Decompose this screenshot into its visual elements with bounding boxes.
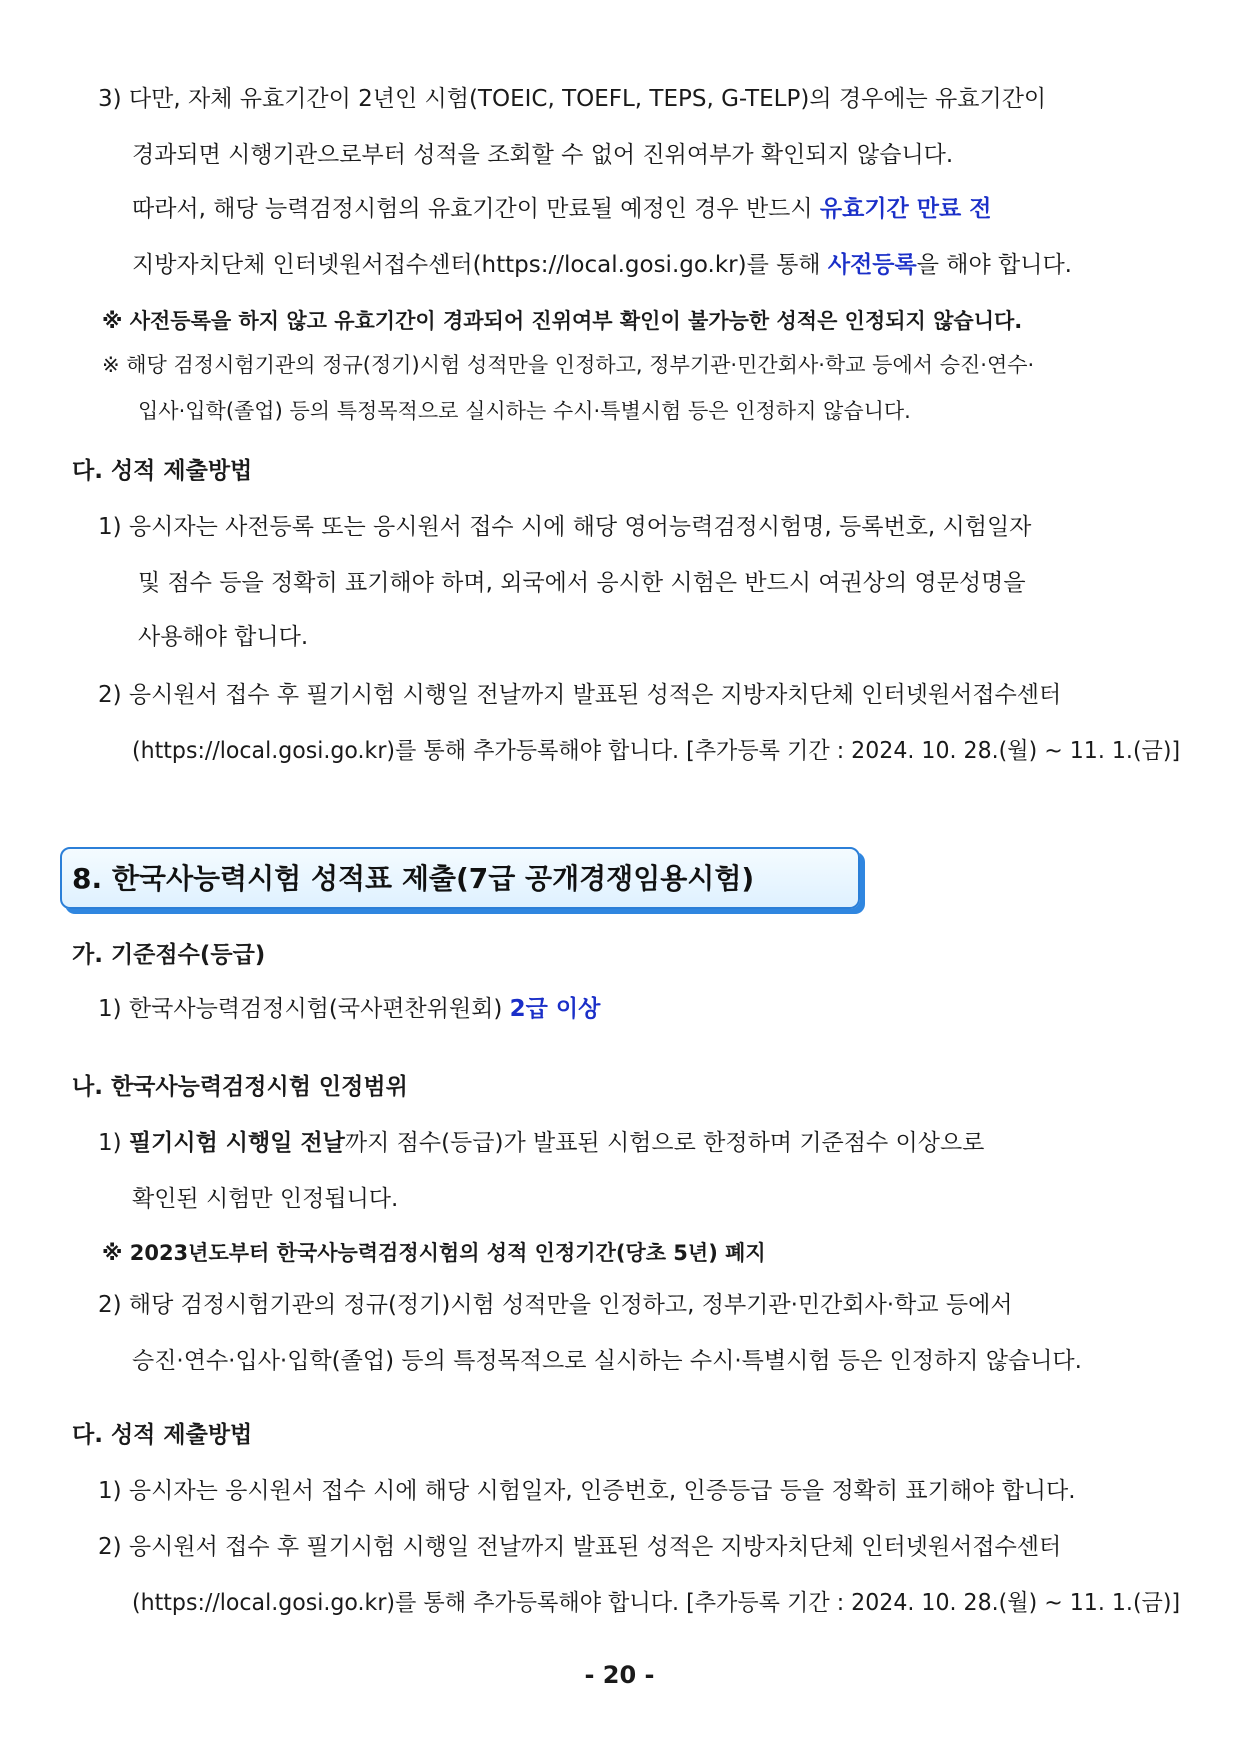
page-number: - 20 -	[584, 1661, 655, 1689]
note-regular-tests-line2: 입사·입학(졸업) 등의 특정목적으로 실시하는 수시·특별시험 등은 인정하지 않습니다.	[138, 399, 911, 423]
submit-a-item2-line1: 2) 응시원서 접수 후 필기시험 시행일 전날까지 발표된 성적은 지방자치단체 인터넷원서접수센터	[98, 682, 1062, 708]
exam-eve-emphasis: 필기시험 시행일 전날	[128, 1130, 345, 1156]
section-8-header	[60, 847, 860, 909]
section-8-title: 8. 한국사능력시험 성적표 제출(7급 공개경쟁임용시험)	[72, 862, 755, 895]
submit-a-item1-line1: 1) 응시자는 사전등록 또는 응시원서 접수 시에 해당 영어능력검정시험명, 등록번호, 시험일자	[98, 514, 1032, 540]
scope-item2-line2: 승진·연수·입사·입학(졸업) 등의 특정목적으로 실시하는 수시·특별시험 등은 인정하지 않습니다.	[132, 1348, 1082, 1374]
scope-item1-line2: 확인된 시험만 인정됩니다.	[132, 1186, 399, 1212]
note-validity-abolished: ※ 2023년도부터 한국사능력검정시험의 성적 인정기간(당초 5년) 폐지	[102, 1241, 766, 1265]
item3-line4-text: 지방자치단체 인터넷원서접수센터(https://local.gosi.go.kr)를 통해	[132, 252, 828, 278]
criteria-item1	[98, 994, 600, 1024]
grade-requirement-emphasis: 2급 이상	[509, 996, 601, 1022]
criteria-heading: 가. 기준점수(등급)	[72, 942, 266, 968]
submit-b-item2-line1: 2) 응시원서 접수 후 필기시험 시행일 전날까지 발표된 성적은 지방자치단체 인터넷원서접수센터	[98, 1534, 1062, 1560]
item3-line4-tail: 을 해야 합니다.	[916, 252, 1072, 278]
item3-line1: 3) 다만, 자체 유효기간이 2년인 시험(TOEIC, TOEFL, TEPS, G-TELP)의 경우에는 유효기간이	[98, 86, 1047, 112]
expiry-emphasis: 유효기간 만료 전	[819, 196, 992, 222]
submit-a-item2-line2: (https://local.gosi.go.kr)를 통해 추가등록해야 합니다. [추가등록 기간 : 2024. 10. 28.(월) ~ 11. 1.(금)]	[132, 738, 1181, 764]
submit-a-item1-line3: 사용해야 합니다.	[138, 624, 309, 650]
scope-item1-line1	[98, 1128, 984, 1158]
scope-heading: 나. 한국사능력검정시험 인정범위	[72, 1074, 408, 1100]
submit-b-item1: 1) 응시자는 응시원서 접수 시에 해당 시험일자, 인증번호, 인증등급 등을 정확히 표기해야 합니다.	[98, 1478, 1076, 1504]
item3-line3	[132, 194, 991, 224]
submit-method-heading: 다. 성적 제출방법	[72, 458, 253, 484]
pre-registration-emphasis: 사전등록	[827, 252, 917, 278]
criteria-item1-text: 1) 한국사능력검정시험(국사편찬위원회)	[98, 996, 510, 1022]
note-regular-tests-line1: ※ 해당 검정시험기관의 정규(정기)시험 성적만을 인정하고, 정부기관·민간회사·학교 등에서 승진·연수·	[102, 353, 1035, 377]
scope-item2-line1: 2) 해당 검정시험기관의 정규(정기)시험 성적만을 인정하고, 정부기관·민간회사·학교 등에서	[98, 1292, 1013, 1318]
item3-line3-text: 따라서, 해당 능력검정시험의 유효기간이 만료될 예정인 경우 반드시	[132, 196, 820, 222]
submit-a-item1-line2: 및 점수 등을 정확히 표기해야 하며, 외국에서 응시한 시험은 반드시 여권상의 영문성명을	[138, 570, 1026, 596]
item3-line2: 경과되면 시행기관으로부터 성적을 조회할 수 없어 진위여부가 확인되지 않습니다.	[132, 142, 954, 168]
item3-line4	[132, 250, 1072, 280]
scope-item1-text: 까지 점수(등급)가 발표된 시험으로 한정하며 기준점수 이상으로	[344, 1130, 985, 1156]
scope-item1-number: 1)	[98, 1130, 129, 1156]
note-unverifiable-scores: ※ 사전등록을 하지 않고 유효기간이 경과되어 진위여부 확인이 불가능한 성적은 인정되지 않습니다.	[102, 309, 1023, 333]
submit-method-heading-2: 다. 성적 제출방법	[72, 1422, 253, 1448]
submit-b-item2-line2: (https://local.gosi.go.kr)를 통해 추가등록해야 합니다. [추가등록 기간 : 2024. 10. 28.(월) ~ 11. 1.(금)]	[132, 1590, 1181, 1616]
